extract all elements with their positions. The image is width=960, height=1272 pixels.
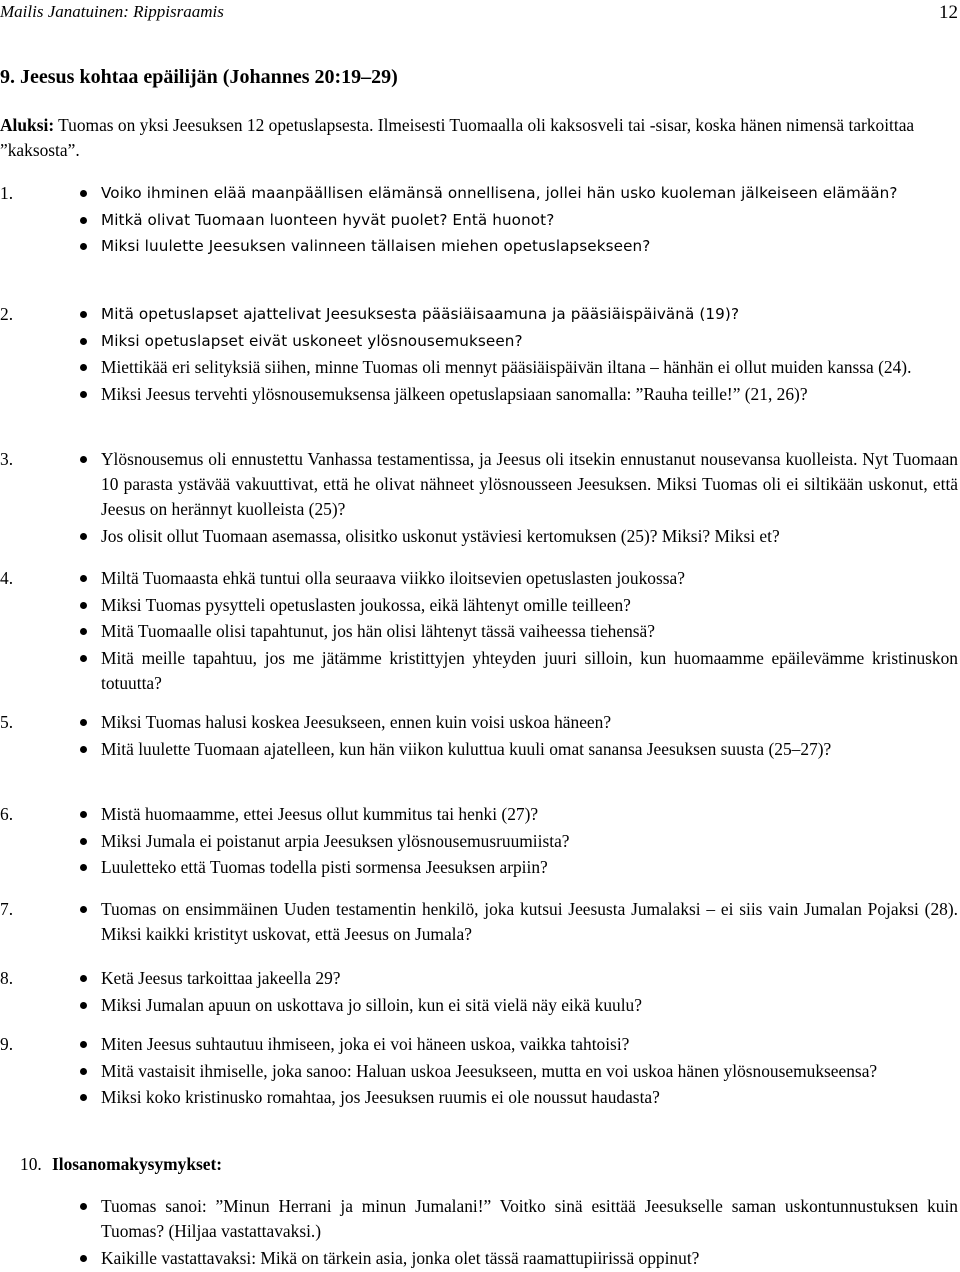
question-list <box>101 566 958 697</box>
question-item: Miltä Tuomaasta ehkä tuntui olla seuraava viikko iloitsevien opetuslasten joukossa? <box>101 566 958 591</box>
question-group-number: 1. <box>0 183 14 203</box>
question-item: Miettikää eri selityksiä siihen, minne Tuomas oli mennyt pääsiäispäivän iltana – hänhän ei ollut muiden kanssa (24). <box>101 355 958 380</box>
question-item: Miksi Jeesus tervehti ylösnousemuksensa jälkeen opetuslapsiaan sanomalla: ”Rauha teille!” (21, 26)? <box>101 382 958 407</box>
intro-text: Tuomas on yksi Jeesuksen 12 opetuslapsesta. Ilmeisesti Tuomaalla oli kaksosveli tai -sisar, koska hänen nimensä tarkoittaa ”kaksosta”. <box>0 115 915 160</box>
question-item: Tuomas on ensimmäinen Uuden testamentin henkilö, joka kutsui Jeesusta Jumalaksi – ei siis vain Jumalan Pojaksi (28). Miksi kaikki kristityt uskovat, että Jeesus on Jumala? <box>101 897 958 947</box>
question-list <box>101 181 958 261</box>
question-group-number: 3. <box>0 449 14 469</box>
question-item: Mitä Tuomaalle olisi tapahtunut, jos hän olisi lähtenyt tässä vaiheessa tiehensä? <box>101 619 958 644</box>
question-group-number: 2. <box>0 304 14 324</box>
question-list <box>101 1194 958 1272</box>
question-list <box>101 966 958 1019</box>
question-item: Ketä Jeesus tarkoittaa jakeella 29? <box>101 966 958 991</box>
question-list <box>101 1032 958 1112</box>
question-group-number: 4. <box>0 568 14 588</box>
question-group-number: 10. <box>20 1154 42 1174</box>
running-title: Mailis Janatuinen: Rippisraamis <box>0 2 224 21</box>
question-item: Voiko ihminen elää maanpäällisen elämänsä onnellisena, jollei hän usko kuoleman jälkeiseen elämään? <box>101 181 958 206</box>
question-item: Miksi luulette Jeesuksen valinneen tällaisen miehen opetuslapsekseen? <box>101 234 958 259</box>
question-item: Mitä opetuslapset ajattelivat Jeesuksesta pääsiäisaamuna ja pääsiäispäivänä (19)? <box>101 302 958 327</box>
question-list <box>101 302 958 408</box>
question-group-number: 6. <box>0 804 14 824</box>
page-header <box>0 2 960 26</box>
intro-label: Aluksi: <box>0 115 55 135</box>
question-item: Mitä luulette Tuomaan ajatelleen, kun hän viikon kuluttua kuuli omat sanansa Jeesuksen suusta (25–27)? <box>101 737 958 762</box>
question-list <box>101 710 958 763</box>
question-group-title: Ilosanomakysymykset: <box>52 1154 223 1174</box>
page-number: 12 <box>939 2 958 23</box>
question-item: Miksi Tuomas pysytteli opetuslasten joukossa, eikä lähtenyt omille teilleen? <box>101 593 958 618</box>
question-item: Miksi Jumalan apuun on uskottava jo silloin, kun ei sitä vielä näy eikä kuulu? <box>101 993 958 1018</box>
question-item: Mitkä olivat Tuomaan luonteen hyvät puolet? Entä huonot? <box>101 208 958 233</box>
question-item: Miksi koko kristinusko romahtaa, jos Jeesuksen ruumis ei ole noussut haudasta? <box>101 1085 958 1110</box>
question-item: Jos olisit ollut Tuomaan asemassa, olisitko uskonut ystäviesi kertomuksen (25)? Miksi? Miksi et? <box>101 524 958 549</box>
question-item: Miksi Tuomas halusi koskea Jeesukseen, ennen kuin voisi uskoa häneen? <box>101 710 958 735</box>
question-group-number: 8. <box>0 968 14 988</box>
question-group-number: 5. <box>0 712 14 732</box>
question-item: Tuomas sanoi: ”Minun Herrani ja minun Jumalani!” Voitko sinä esittää Jeesukselle saman uskontunnustuksen kuin Tuomas? (Hiljaa vastattavaksi.) <box>101 1194 958 1244</box>
question-list <box>101 802 958 882</box>
question-item: Luuletteko että Tuomas todella pisti sormensa Jeesuksen arpiin? <box>101 855 958 880</box>
question-item: Miksi opetuslapset eivät uskoneet ylösnousemukseen? <box>101 329 958 354</box>
question-group-number: 9. <box>0 1034 14 1054</box>
question-list <box>101 897 958 949</box>
question-list <box>101 447 958 550</box>
question-item: Kaikille vastattavaksi: Mikä on tärkein asia, jonka olet tässä raamattupiirissä oppinut? <box>101 1246 958 1271</box>
question-item: Miksi Jumala ei poistanut arpia Jeesuksen ylösnousemusruumiista? <box>101 829 958 854</box>
question-group-number: 7. <box>0 899 14 919</box>
question-item: Miten Jeesus suhtautuu ihmiseen, joka ei voi häneen uskoa, vaikka tahtoisi? <box>101 1032 958 1057</box>
section-heading: 9. Jeesus kohtaa epäilijän (Johannes 20:19–29) <box>0 66 398 88</box>
question-item: Mitä meille tapahtuu, jos me jätämme kristittyjen yhteyden juuri silloin, kun huomaamme epäilevämme kristinuskon totuutta? <box>101 646 958 696</box>
question-item: Mitä vastaisit ihmiselle, joka sanoo: Haluan uskoa Jeesukseen, mutta en voi uskoa hänen ylösnousemukseensa? <box>101 1059 958 1084</box>
question-item: Ylösnousemus oli ennustettu Vanhassa testamentissa, ja Jeesus oli itsekin ennustanut nousevansa kuolleista. Nyt Tuomaan 10 parasta ystävää vakuuttivat, että he olivat nähneet ylösnousseen Jeesuksen. Miksi Tuomas oli ei siltikään uskonut, että Jeesus on herännyt kuolleista (25)? <box>101 447 958 522</box>
intro-paragraph <box>0 113 958 163</box>
question-item: Mistä huomaamme, ettei Jeesus ollut kummitus tai henki (27)? <box>101 802 958 827</box>
